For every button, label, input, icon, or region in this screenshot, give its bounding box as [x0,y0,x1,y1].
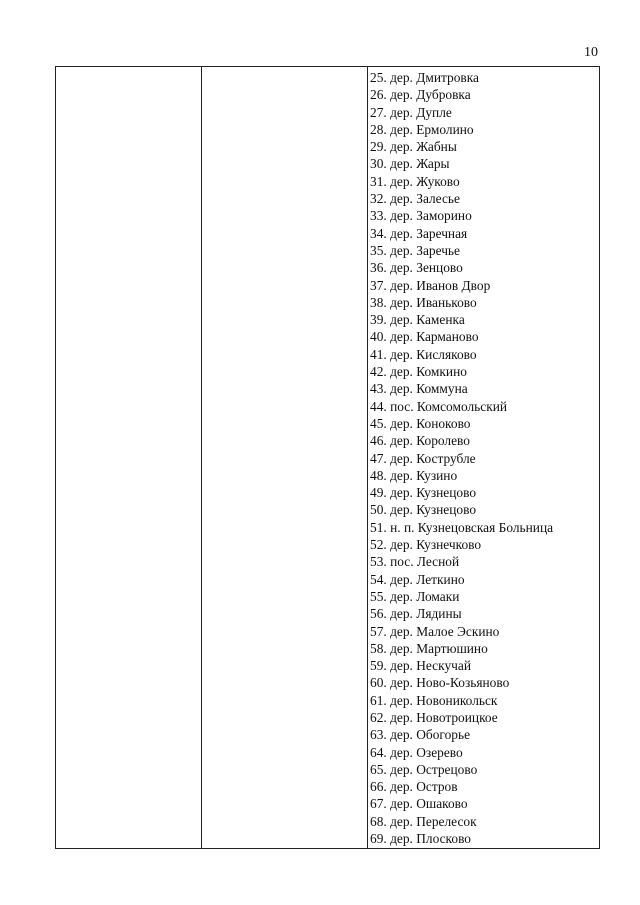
settlement-list-item: 26. дер. Дубровка [370,87,471,103]
settlement-list-item: 67. дер. Ошаково [370,796,468,812]
settlement-list-item: 56. дер. Лядины [370,606,462,622]
settlement-list-item: 29. дер. Жабны [370,139,457,155]
settlement-list-item: 64. дер. Озерево [370,744,463,760]
settlement-list-item: 40. дер. Карманово [370,329,479,345]
settlement-list-item: 38. дер. Иваньково [370,294,477,310]
settlements-table [55,66,600,849]
settlement-list-item: 50. дер. Кузнецово [370,502,477,518]
settlement-list-item: 37. дер. Иванов Двор [370,277,491,293]
settlement-list-item: 51. н. п. Кузнецовская Больница [370,519,554,535]
settlement-list-item: 68. дер. Перелесок [370,813,477,829]
table-column-1 [56,67,202,848]
settlement-list-item: 49. дер. Кузнецово [370,485,477,501]
settlement-list-item: 42. дер. Комкино [370,364,467,380]
settlement-list-item: 43. дер. Коммуна [370,381,468,397]
settlement-list-item: 35. дер. Заречье [370,242,460,258]
settlement-list-item: 45. дер. Коноково [370,415,471,431]
settlement-list-item: 32. дер. Залесье [370,191,460,207]
settlement-list-item: 46. дер. Королево [370,433,470,449]
settlement-list-item: 66. дер. Остров [370,779,458,795]
table-column-settlements [368,67,599,848]
settlement-list [370,69,599,847]
settlement-list-item: 34. дер. Заречная [370,225,468,241]
page-number: 10 [584,45,598,60]
settlement-list-item: 41. дер. Кисляково [370,346,477,362]
settlement-list-item: 58. дер. Мартюшино [370,640,488,656]
settlement-list-item: 62. дер. Новотроицкое [370,709,498,725]
settlement-list-item: 36. дер. Зенцово [370,260,463,276]
settlement-list-item: 59. дер. Нескучай [370,658,471,674]
settlement-list-item: 44. пос. Комсомольский [370,398,508,414]
settlement-list-item: 60. дер. Ново-Козьяново [370,675,510,691]
settlement-list-item: 33. дер. Заморино [370,208,472,224]
table-column-2 [202,67,368,848]
settlement-list-item: 69. дер. Плосково [370,831,472,847]
settlement-list-item: 53. пос. Лесной [370,554,460,570]
settlement-list-item: 25. дер. Дмитровка [370,70,479,85]
settlement-list-item: 28. дер. Ермолино [370,121,474,137]
settlement-list-item: 27. дер. Дупле [370,104,452,120]
settlement-list-item: 47. дер. Кострубле [370,450,476,466]
settlement-list-item: 52. дер. Кузнечково [370,537,482,553]
settlement-list-item: 30. дер. Жары [370,156,450,172]
settlement-list-item: 57. дер. Малое Эскино [370,623,500,639]
settlement-list-item: 31. дер. Жуково [370,173,460,189]
settlement-list-item: 65. дер. Острецово [370,761,478,777]
settlement-list-item: 54. дер. Леткино [370,571,465,587]
settlement-list-item: 48. дер. Кузино [370,467,458,483]
settlement-list-item: 55. дер. Ломаки [370,588,460,604]
settlement-list-item: 63. дер. Обогорье [370,727,471,743]
settlement-list-item: 61. дер. Новоникольск [370,692,498,708]
settlement-list-item: 39. дер. Каменка [370,312,465,328]
